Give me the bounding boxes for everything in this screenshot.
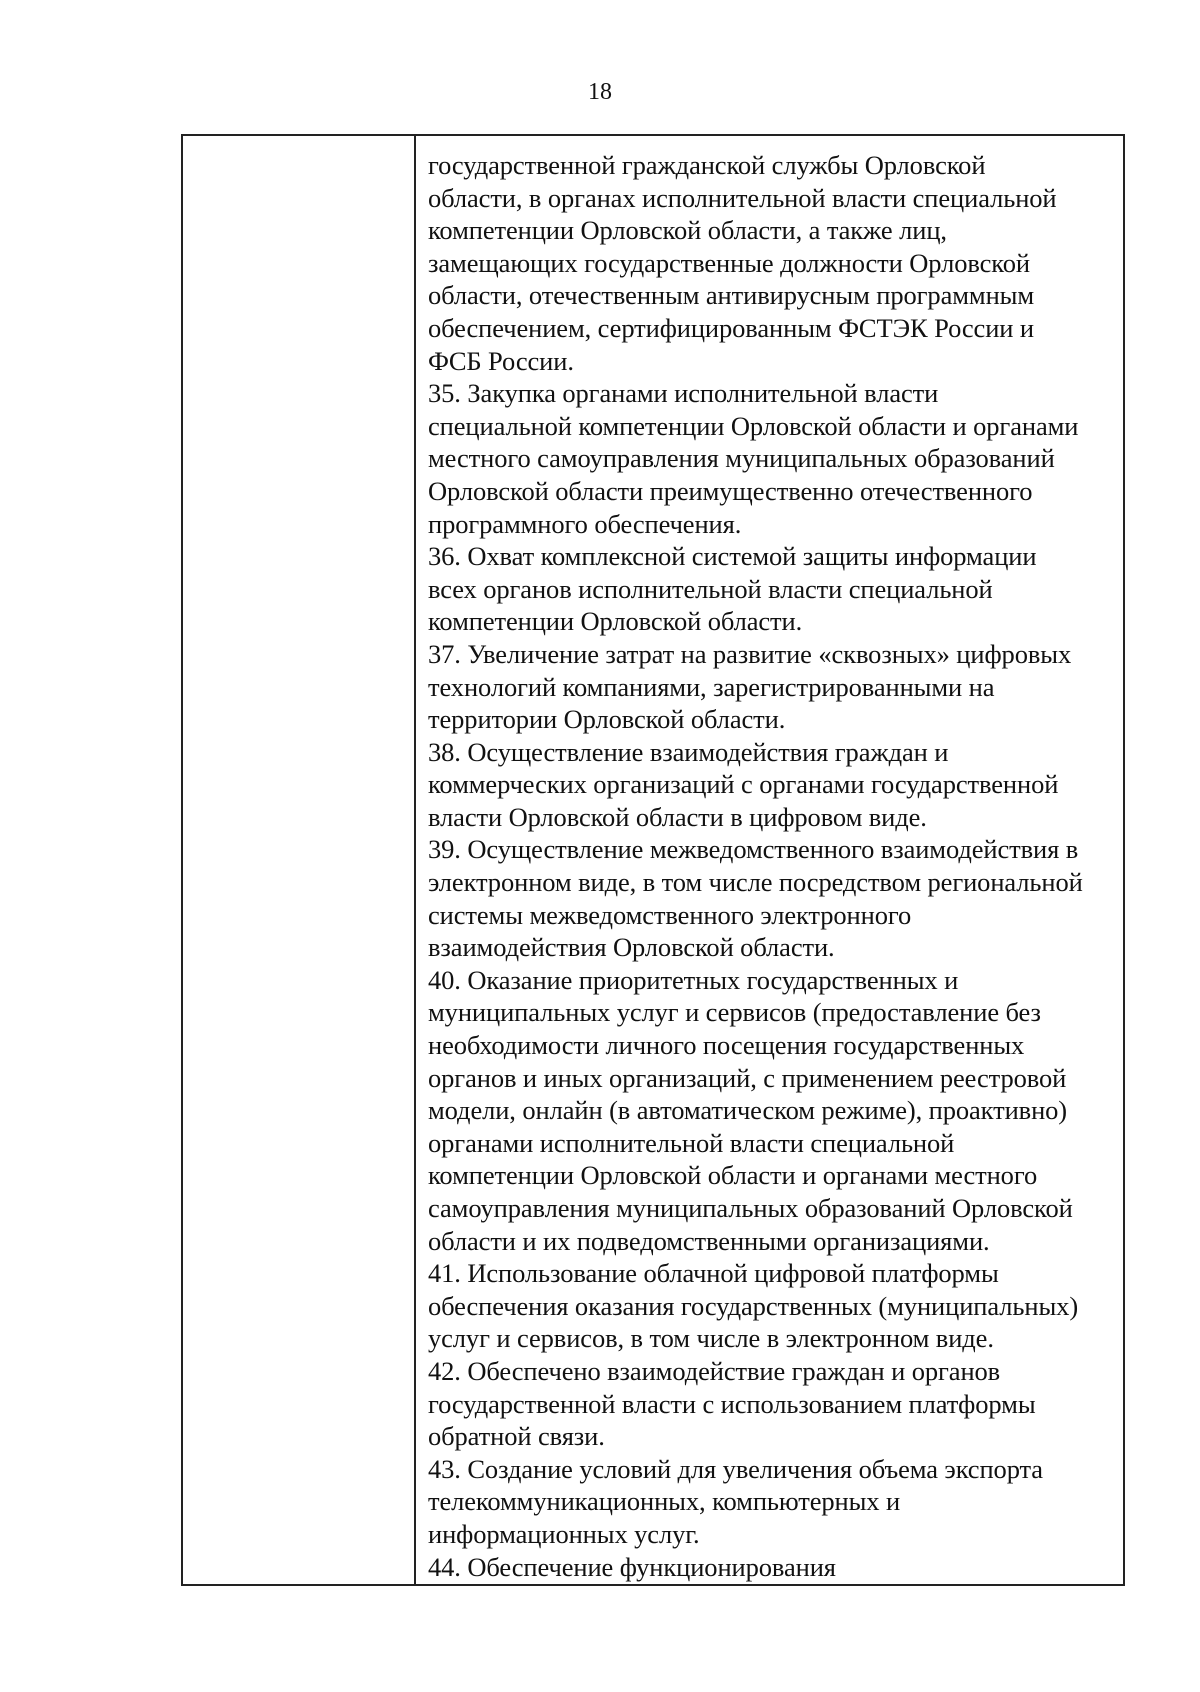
text-line: области, в органах исполнительной власти специальной <box>428 182 1057 213</box>
item-41-line: 41. Использование облачной цифровой платформы <box>428 1258 999 1289</box>
text-line: телекоммуникационных, компьютерных и <box>428 1486 901 1517</box>
text-line: области и их подведомственными организациями. <box>428 1225 990 1256</box>
table-right-column <box>416 136 1123 1584</box>
text-line: компетенции Орловской области, а также лиц, <box>428 215 947 246</box>
text-line: обеспечения оказания государственных (муниципальных) <box>428 1290 1079 1321</box>
text-line: программного обеспечения. <box>428 508 742 539</box>
item-43-line: 43. Создание условий для увеличения объема экспорта <box>428 1453 1043 1484</box>
text-line: обеспечением, сертифицированным ФСТЭК России и <box>428 312 1034 343</box>
text-line: замещающих государственные должности Орловской <box>428 247 1030 278</box>
text-line: государственной власти с использованием платформы <box>428 1388 1036 1419</box>
page-number: 18 <box>588 79 612 105</box>
text-line: взаимодействия Орловской области. <box>428 932 835 963</box>
text-line: территории Орловской области. <box>428 704 786 735</box>
text-line: компетенции Орловской области и органами местного <box>428 1160 1038 1191</box>
text-line: компетенции Орловской области. <box>428 606 803 637</box>
table-left-column <box>183 136 416 1584</box>
text-line: ФСБ России. <box>428 345 574 376</box>
text-line: электронном виде, в том числе посредством региональной <box>428 867 1083 898</box>
text-line: власти Орловской области в цифровом виде. <box>428 801 927 832</box>
text-line: системы межведомственного электронного <box>428 899 912 930</box>
document-table <box>181 134 1125 1586</box>
text-line: всех органов исполнительной власти специальной <box>428 573 993 604</box>
text-line: области, отечественным антивирусным программным <box>428 280 1035 311</box>
text-line: коммерческих организаций с органами государственной <box>428 769 1059 800</box>
text-line: органами исполнительной власти специальной <box>428 1127 955 1158</box>
text-line: Орловской области преимущественно отечественного <box>428 475 1033 506</box>
text-line: органов и иных организаций, с применением реестровой <box>428 1062 1067 1093</box>
text-line: услуг и сервисов, в том числе в электронном виде. <box>428 1323 994 1354</box>
text-line: технологий компаниями, зарегистрированными на <box>428 671 995 702</box>
item-40-line: 40. Оказание приоритетных государственных и <box>428 964 959 995</box>
item-38-line: 38. Осуществление взаимодействия граждан и <box>428 736 949 767</box>
text-line: местного самоуправления муниципальных образований <box>428 443 1055 474</box>
item-36-line: 36. Охват комплексной системой защиты информации <box>428 541 1037 572</box>
text-line: обратной связи. <box>428 1421 605 1452</box>
item-44-line: 44. Обеспечение функционирования <box>428 1551 836 1582</box>
item-39-line: 39. Осуществление межведомственного взаимодействия в <box>428 834 1079 865</box>
text-line: информационных услуг. <box>428 1518 700 1549</box>
text-line: муниципальных услуг и сервисов (предоставление без <box>428 997 1041 1028</box>
item-37-line: 37. Увеличение затрат на развитие «сквозных» цифровых <box>428 638 1072 669</box>
text-line: государственной гражданской службы Орловской <box>428 150 986 180</box>
text-line: необходимости личного посещения государственных <box>428 1030 1025 1061</box>
text-line: модели, онлайн (в автоматическом режиме), проактивно) <box>428 1095 1068 1126</box>
text-line: самоуправления муниципальных образований Орловской <box>428 1193 1073 1223</box>
item-35-line: 35. Закупка органами исполнительной власти <box>428 378 939 409</box>
text-line: специальной компетенции Орловской области и органами <box>428 410 1079 441</box>
item-42-line: 42. Обеспечено взаимодействие граждан и органов <box>428 1355 1001 1386</box>
